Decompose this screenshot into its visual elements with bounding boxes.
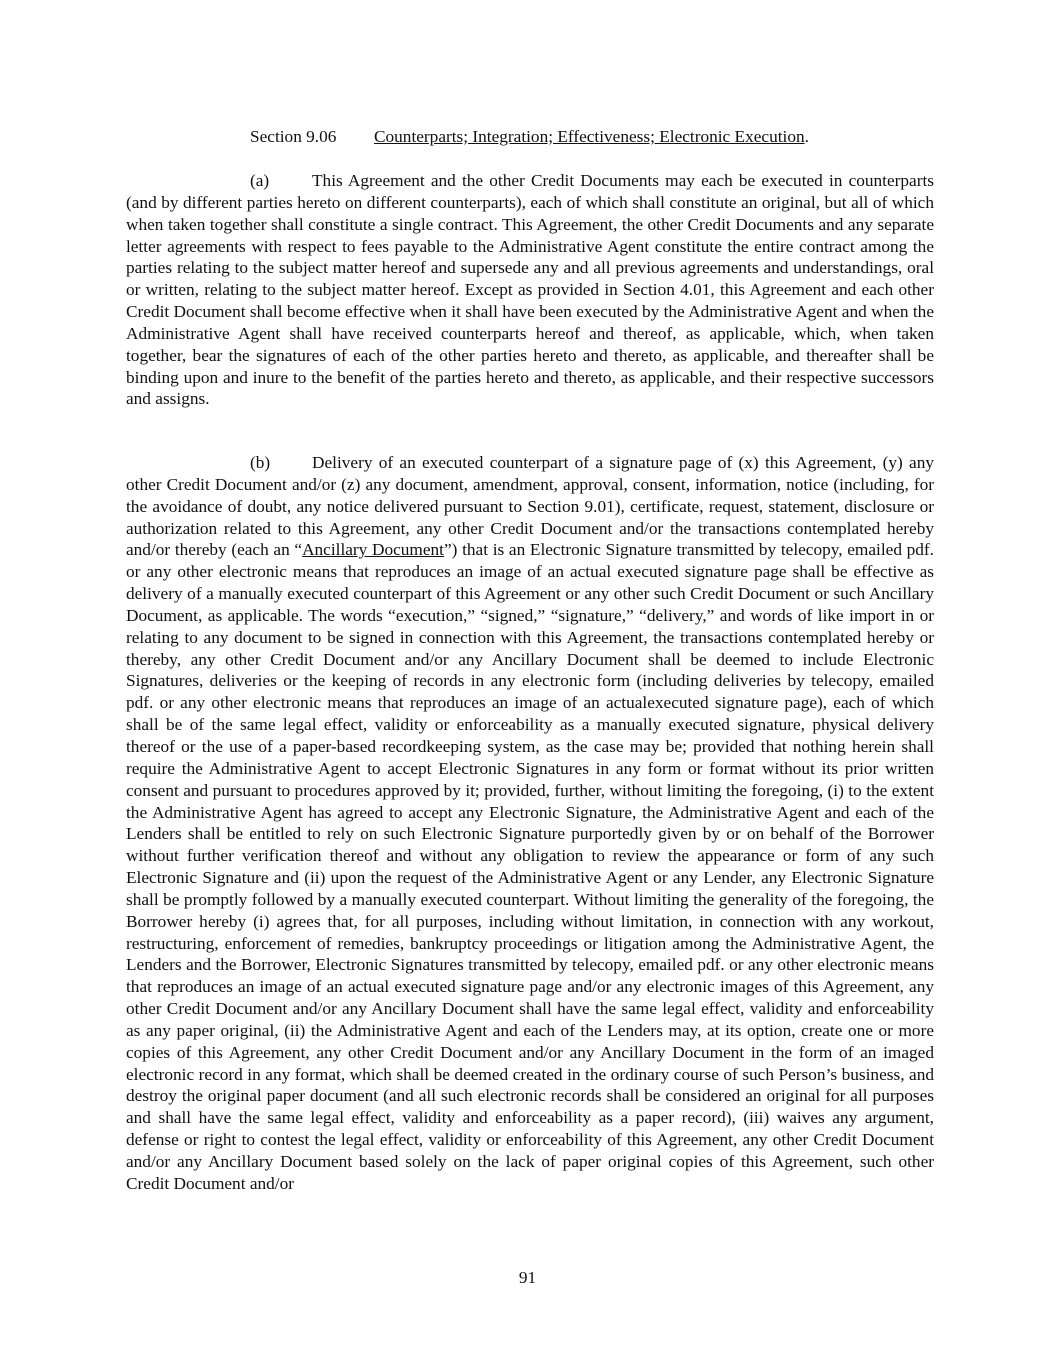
paragraph-a xyxy=(126,170,934,410)
paragraph-b xyxy=(126,452,934,1195)
paragraph-b-label: (b) xyxy=(250,453,271,472)
section-title: Counterparts; Integration; Effectiveness; Electronic Execution xyxy=(374,127,805,146)
paragraph-a-label: (a) xyxy=(250,171,270,190)
section-heading xyxy=(250,126,950,148)
paragraph-a-text: This Agreement and the other Credit Documents may each be executed in counterparts (and by different parties hereto on different counterparts), each of which shall constitute an original, but all of which when taken together shall constitute a single contract. This Agreement, the other Credit Documents and any separate letter agreements with respect to fees payable to the Administrative Agent constitute the entire contract among the parties relating to the subject matter hereof and supersede any and all previous agreements and understandings, oral or written, relating to the subject matter hereof. Except as provided in Section 4.01, this Agreement and each other Credit Document shall become effective when it shall have been executed by the Administrative Agent and when the Administrative Agent shall have received counterparts hereof and thereof, as applicable, which, when taken together, bear the signatures of each of the other parties hereto and thereto, as applicable, and thereafter shall be binding upon and inure to the benefit of the parties hereto and thereto, as applicable, and their respective successors and assigns. xyxy=(126,171,934,409)
page-number: 91 xyxy=(518,1268,537,1287)
section-title-period: . xyxy=(804,127,809,146)
paragraph-b-text-after: ”) that is an Electronic Signature transmitted by telecopy, emailed pdf. or any other electronic means that reproduces an image of an actual executed signature page shall be effective as delivery of a manually executed counterpart of this Agreement or any other such Credit Document or such Ancillary Document, as applicable. The words “execution,” “signed,” “signature,” “delivery,” and words of like import in or relating to any document to be signed in connection with this Agreement, the transactions contemplated hereby or thereby, any other Credit Document and/or any Ancillary Document shall be deemed to include Electronic Signatures, deliveries or the keeping of records in any electronic form (including deliveries by telecopy, emailed pdf. or any other electronic means that reproduces an image of an actualexecuted signature page), each of which shall be of the same legal effect, validity or enforceability as a manually executed signature, physical delivery thereof or the use of a paper-based recordkeeping system, as the case may be; provided that nothing herein shall require the Administrative Agent to accept Electronic Signatures in any form or format without its prior written consent and pursuant to procedures approved by it; provided, further, without limiting the foregoing, (i) to the extent the Administrative Agent has agreed to accept any Electronic Signature, the Administrative Agent and each of the Lenders shall be entitled to rely on such Electronic Signature purportedly given by or on behalf of the Borrower without further verification thereof and without any obligation to review the appearance or form of any such Electronic Signature and (ii) upon the request of the Administrative Agent or any Lender, any Electronic Signature shall be promptly followed by a manually executed counterpart. Without limiting the generality of the foregoing, the Borrower hereby (i) agrees that, for all purposes, including without limitation, in connection with any workout, restructuring, enforcement of remedies, bankruptcy proceedings or litigation among the Administrative Agent, the Lenders and the Borrower, Electronic Signatures transmitted by telecopy, emailed pdf. or any other electronic means that reproduces an image of an actual executed signature page and/or any electronic images of this Agreement, any other Credit Document and/or any Ancillary Document shall have the same legal effect, validity and enforceability as any paper original, (ii) the Administrative Agent and each of the Lenders may, at its option, create one or more copies of this Agreement, any other Credit Document and/or any Ancillary Document in the form of an imaged electronic record in any format, which shall be deemed created in the ordinary course of such Person’s business, and destroy the original paper document (and all such electronic records shall be considered an original for all purposes and shall have the same legal effect, validity and enforceability as a paper record), (iii) waives any argument, defense or right to contest the legal effect, validity or enforceability of this Agreement, any other Credit Document and/or any Ancillary Document based solely on the lack of paper original copies of this Agreement, such other Credit Document and/or xyxy=(126,540,934,1193)
section-number: Section 9.06 xyxy=(250,127,337,146)
defined-term-ancillary-document: Ancillary Document xyxy=(302,540,444,560)
paragraph-b-text-before: Delivery of an executed counterpart of a signature page of (x) this Agreement, (y) any other Credit Document and/or (z) any document, amendment, approval, consent, information, notice (including, for the avoidance of doubt, any notice delivered pursuant to Section 9.01), certificate, request, statement, disclosure or authorization related to this Agreement, any other Credit Document and/or the transactions contemplated hereby and/or thereby (each an “ xyxy=(126,453,934,560)
